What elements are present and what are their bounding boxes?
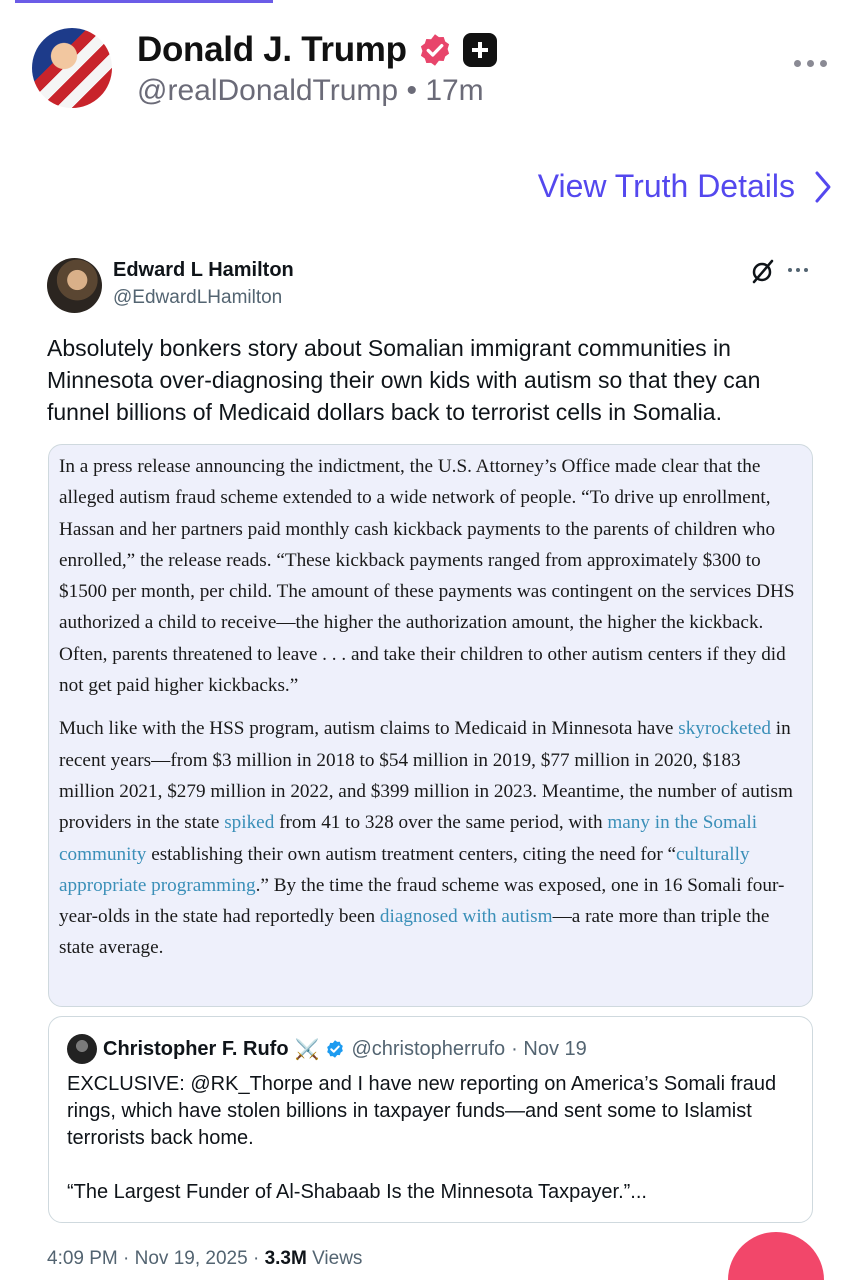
quoted-tweet-text-1: EXCLUSIVE: @RK_Thorpe and I have new reporting on America’s Somali fraud rings, which have stolen billions in taxpayer funds—and sent some to Islamist terrorists back home.: [67, 1073, 777, 1149]
excerpt-paragraph-1: In a press release announcing the indictment, the U.S. Attorney’s Office made clear that the alleged autism fraud scheme extended to a wide network of people. “To drive up enrollment, Hassan and her partners paid monthly cash kickback payments to the parents of children who enrolled,” the release reads. “These kickback payments ranged from approximately $300 to $1500 per month, per child. The amount of these payments was contingent on the services DHS authorized a child to receive—the higher the authorization amount, the higher the kickback. Often, parents threatened to leave . . . and take their children to other autism centers if they did not get paid higher kickbacks.”: [59, 456, 795, 697]
author-handle-row: [137, 74, 484, 108]
verified-badge-icon: [417, 32, 453, 68]
grok-icon: [750, 258, 776, 284]
excerpt-paragraph-2: Much like with the HSS program, autism claims to Medicaid in Minnesota have skyrocketed in recent years—from $3 million in 2018 to $54 million in 2019, $77 million in 2020, $183 million 2021, $279 million in 2022, and $399 million in 2023. Meantime, the number of autism providers in the state spiked from 41 to 328 over the same period, with many in the Somali community establishing their own autism treatment centers, citing the need for “culturally appropriate programming.” By the time the fraud scheme was exposed, one in 16 Somali four-year-olds in the state had reportedly been diagnosed with autism—a rate more than triple the state average.: [59, 718, 793, 959]
excerpt-link-spiked: spiked: [224, 812, 275, 834]
author-handle[interactable]: @realDonaldTrump: [137, 74, 399, 107]
views-count: 3.3M: [264, 1248, 307, 1269]
author-avatar[interactable]: [32, 28, 112, 108]
more-options-icon[interactable]: [794, 60, 827, 67]
tweet-author-avatar: [47, 258, 102, 313]
plus-badge-icon: [463, 33, 497, 67]
quoted-tweet-body: [67, 1071, 794, 1206]
tweet-text: Absolutely bonkers story about Somalian immigrant communities in Minnesota over-diagnosing their own kids with autism so that they can funnel billions of Medicaid dollars back to terrorist cells in Somalia.: [47, 335, 761, 425]
views-label: Views: [306, 1248, 363, 1269]
quoted-tweet-text-2: “The Largest Funder of Al-Shabaab Is the Minnesota Taxpayer.”...: [67, 1181, 647, 1203]
excerpt-link-somali-community: many in the Somali community: [59, 812, 758, 865]
tweet-footer: [47, 1248, 362, 1270]
quoted-tweet-date: · Nov 19: [511, 1037, 587, 1060]
quoted-author-avatar: [67, 1034, 97, 1064]
quoted-tweet: [48, 1016, 813, 1223]
meta-separator: •: [406, 74, 417, 107]
excerpt-link-culturally-appropriate: culturally appropriate programming: [59, 843, 750, 896]
view-truth-details-link[interactable]: [538, 168, 833, 205]
article-excerpt-image: [48, 444, 813, 1007]
view-truth-details-label: View Truth Details: [537, 168, 795, 204]
post-time: 17m: [425, 74, 484, 107]
excerpt-link-diagnosed: diagnosed with autism: [379, 906, 553, 928]
tweet-author-name: Edward L Hamilton: [113, 259, 294, 281]
quoted-tweet-header: [67, 1035, 794, 1063]
post-header: [0, 0, 863, 120]
quoted-author-name: Christopher F. Rufo: [103, 1037, 289, 1060]
tweet-author-handle: @EdwardLHamilton: [113, 287, 283, 308]
excerpt-link-skyrocketed: skyrocketed: [678, 718, 771, 740]
quoted-author-handle: @christopherrufo: [351, 1037, 506, 1060]
floating-action-button[interactable]: [728, 1232, 824, 1280]
author-name[interactable]: Donald J. Trump: [137, 30, 407, 69]
tweet-more-icon: [788, 268, 808, 272]
verified-check-icon: [325, 1039, 345, 1059]
author-name-row: [137, 30, 497, 70]
tweet-timestamp: 4:09 PM · Nov 19, 2025 ·: [47, 1248, 265, 1269]
swords-emoji: ⚔️: [294, 1038, 320, 1061]
chevron-right-icon: [813, 170, 833, 204]
